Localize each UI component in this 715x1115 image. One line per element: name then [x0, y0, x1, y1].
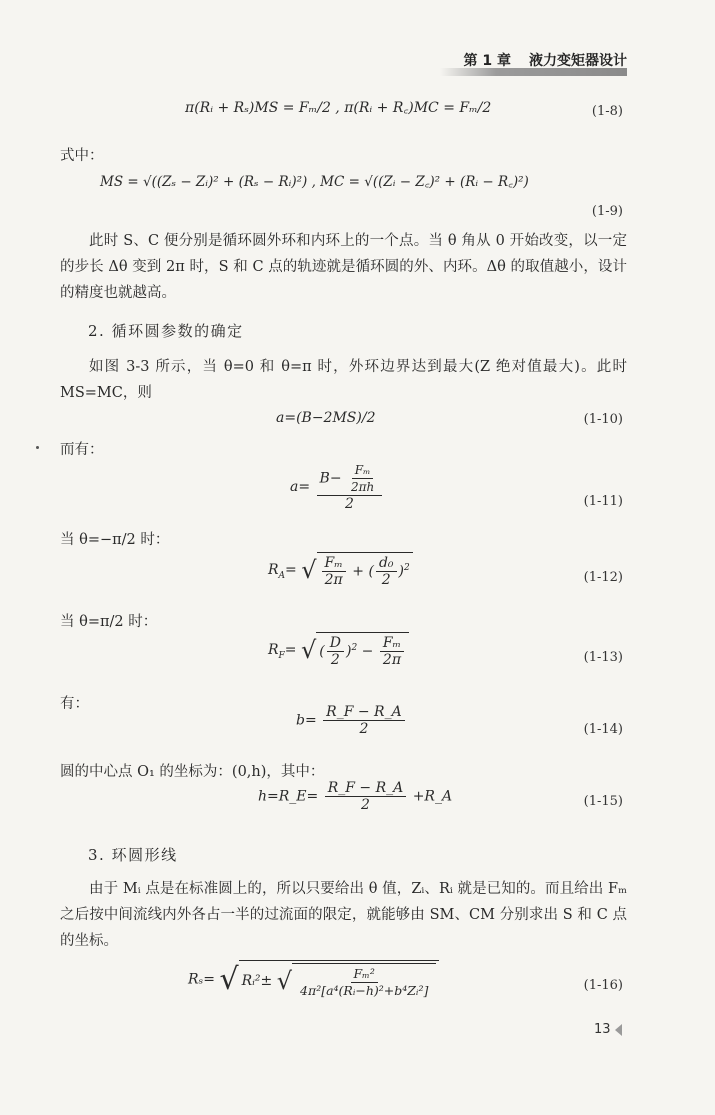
equation-1-15: h=R_E= $\frac{R\_F - R\_A}{2}$ +R_A	[258, 780, 453, 813]
chapter-number: 第 1 章	[463, 53, 511, 69]
equation-number-1-14: (1-14)	[583, 722, 623, 737]
condition-theta-neg-half-pi: 当 θ=−π/2 时：	[60, 532, 170, 548]
equation-number-1-10: (1-10)	[583, 412, 623, 427]
running-header	[440, 50, 627, 76]
equation-number-1-9: (1-9)	[591, 204, 623, 219]
page-marker-icon	[615, 1024, 622, 1036]
equation-1-10: a=(B−2MS)/2	[276, 410, 376, 426]
paragraph-3: 由于 Mᵢ 点是在标准圆上的，所以只要给出 θ 值，Zᵢ、Rᵢ 就是已知的。而且给出 Fₘ 之后按中间流线内外各占一半的过流面的限定，就能够由 SM、CM 分别求出 S 和 C 点的坐标。	[60, 881, 627, 949]
and-label: 而有：	[60, 442, 104, 458]
condition-theta-half-pi: 当 θ=π/2 时：	[60, 614, 158, 630]
center-point-text: 圆的中心点 O₁ 的坐标为：(0,h)，其中：	[60, 764, 325, 780]
equation-number-1-12: (1-12)	[583, 570, 623, 585]
equation-1-11: a= B− $\frac{\text{Fₘ}}{2\pi h}$ 2	[290, 462, 384, 512]
section-heading-3: 3. 环圆形线	[88, 846, 178, 864]
chapter-title: 液力变矩器设计	[529, 53, 627, 69]
equation-number-1-15: (1-15)	[583, 794, 623, 809]
where-label: 式中：	[60, 148, 104, 164]
page-number: 13	[594, 1022, 622, 1037]
equation-1-12: $R_A=$ √ $\frac{\text{Fₘ}}{2\pi}$ + ( $\frac{\text{d₀}}{2}$ )$^2$	[268, 552, 413, 588]
have-label: 有：	[60, 696, 89, 712]
paragraph-1: 此时 S、C 便分别是循环圆外环和内环上的一个点。当 θ 角从 0 开始改变，以一定的步长 Δθ 变到 2π 时，S 和 C 点的轨迹就是循环圆的外、内环。Δθ 的取值越小，设计的精度也就越高。	[60, 233, 627, 301]
scan-speck	[36, 446, 39, 449]
equation-number-1-11: (1-11)	[583, 494, 623, 509]
paragraph-2: 如图 3-3 所示，当 θ=0 和 θ=π 时，外环边界达到最大(Z 绝对值最大)。此时 MS=MC，则	[60, 359, 627, 401]
equation-1-14: b= $\frac{R\_F - R\_A}{2}$	[296, 704, 407, 737]
equation-1-8: π(Rᵢ + Rₛ)MS = Fₘ/2 , π(Rᵢ + R꜀)MC = Fₘ/2	[185, 100, 492, 116]
equation-number-1-8: (1-8)	[591, 104, 623, 119]
equation-1-16: Rₛ= √ Rᵢ²± √ $\frac{\text{Fₘ²}}{\text{4π²[a⁴(Rᵢ−h)²+b⁴Zᵢ²]}}$	[188, 960, 439, 999]
equation-number-1-13: (1-13)	[583, 650, 623, 665]
equation-number-1-16: (1-16)	[583, 978, 623, 993]
section-heading-2: 2. 循环圆参数的确定	[88, 322, 244, 340]
equation-1-9: MS = √((Zₛ − Zᵢ)² + (Rₛ − Rᵢ)²) , MC = √((Zᵢ − Z꜀)² + (Rᵢ − R꜀)²)	[100, 174, 529, 190]
equation-1-13: $R_F=$ √ ( $\frac{D}{2}$ )$^2$ − $\frac{\text{Fₘ}}{2\pi}$	[268, 632, 409, 668]
